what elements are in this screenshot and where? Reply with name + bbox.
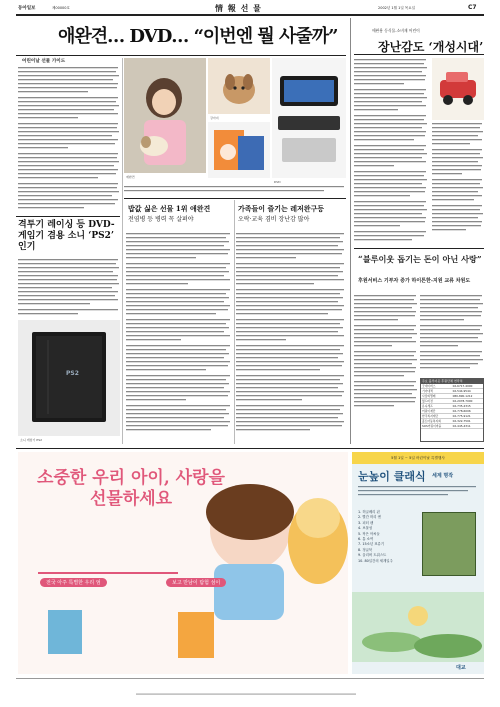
table-row bbox=[421, 424, 483, 429]
ad-right[interactable] bbox=[352, 452, 484, 674]
list-item: 8. 정글북 bbox=[358, 547, 373, 552]
main-kicker: 어린이날 선물 가이드 bbox=[22, 59, 66, 64]
org-name: 홀트아동복지회 bbox=[421, 419, 452, 424]
org-name: 유니세프 bbox=[421, 404, 452, 409]
org-phone: 02-322-7501 bbox=[452, 419, 483, 424]
text-lines bbox=[18, 66, 120, 214]
photo-caption-1: 애완견 bbox=[126, 175, 135, 179]
center-text-lines-2 bbox=[236, 232, 346, 442]
ps2-console-image bbox=[18, 320, 120, 436]
ad-right-subtitle: 세계 명작 bbox=[432, 473, 454, 479]
ad-right-scene-image bbox=[352, 592, 484, 662]
ad-top-rule bbox=[16, 448, 484, 449]
right-side-text bbox=[432, 122, 484, 244]
list-item: 3. 피터 팬 bbox=[358, 520, 374, 525]
page-number: C7 bbox=[468, 4, 477, 11]
center-headline-1: 밥값 싫은 선물 1위 애완견 bbox=[128, 204, 211, 213]
ps2-photo bbox=[18, 320, 120, 436]
org-name: 기아대책 bbox=[421, 389, 452, 394]
photo-dvd-product bbox=[208, 122, 270, 178]
org-phone: 02-2078-7000 bbox=[452, 399, 483, 404]
col-sep-2 bbox=[234, 200, 235, 444]
footer-strip bbox=[16, 682, 484, 687]
list-item: 9. 올리버 트위스트 bbox=[358, 553, 387, 558]
ad-right-banner: 5월 1일 ~ 5일 어린이날 특별행사 bbox=[352, 452, 484, 464]
org-phone: 02-445-4311 bbox=[452, 424, 483, 429]
ad-left-book-1 bbox=[48, 610, 82, 654]
headline-rule bbox=[16, 55, 346, 56]
org-name: 한국복지재단 bbox=[421, 414, 452, 419]
org-name: 사랑의열매 bbox=[421, 394, 452, 399]
ad-left-pill-2[interactable]: 보고 만남이 탐험 섬이 bbox=[166, 578, 226, 587]
ps2-headline: 격투기 레이싱 등 DVD-게임기 겸용 소니 ‘PS2’ 인기 bbox=[18, 220, 115, 252]
puppy-girl-image bbox=[124, 58, 206, 173]
ad-right-title: 눈높이 클래식 bbox=[358, 470, 426, 483]
quote-rule bbox=[354, 248, 484, 249]
org-phone: 02-544-9544 bbox=[452, 389, 483, 394]
center-rule bbox=[124, 198, 346, 199]
main-article-text bbox=[18, 66, 120, 214]
list-item: 7. 15소년 표류기 bbox=[358, 542, 385, 547]
list-item: 2. 빨간 머리 앤 bbox=[358, 515, 381, 520]
ad-right-brand: 대교 bbox=[456, 665, 466, 671]
right-kicker: 애완용 동식물-소비재 어린이 bbox=[372, 28, 420, 33]
toy-car-image bbox=[432, 58, 484, 120]
ad-left-book-2 bbox=[178, 612, 214, 658]
quote-sub-headline: 후원서비스 기부자 증가 하이튼한-지원 교류 차원도 bbox=[358, 278, 471, 284]
org-phone: 02-775-9121 bbox=[452, 414, 483, 419]
donation-table bbox=[421, 384, 483, 429]
org-name: SOS어린이마을 bbox=[421, 424, 452, 429]
right-headline-rule bbox=[354, 54, 484, 55]
col-sep-3 bbox=[350, 18, 351, 444]
main-headline: 애완견… DVD… “이번엔 뭘 사줄까” bbox=[58, 26, 338, 47]
toy-car-photo bbox=[432, 58, 484, 120]
ad-left-pill-1[interactable]: 전국 아주 특별한 우리 엄 bbox=[40, 578, 107, 587]
ps2-caption: 소니 게임기 PS2 bbox=[20, 438, 43, 442]
ad-left-headline: 소중한 우리 아이, 사랑을 선물하세요 bbox=[37, 468, 225, 509]
right-text-lines bbox=[354, 58, 428, 244]
right-article-text bbox=[354, 58, 428, 244]
photo-caption-3: DVD bbox=[274, 180, 281, 184]
org-phone: 080-890-1212 bbox=[452, 394, 483, 399]
ad-bottom-rule bbox=[16, 678, 484, 679]
footer-text-line bbox=[16, 692, 484, 697]
photo-captions-text bbox=[124, 185, 346, 197]
center-article-1 bbox=[126, 232, 232, 442]
ps2-text-lines bbox=[18, 258, 120, 318]
dvd-image bbox=[208, 122, 270, 178]
right-headline: 장난감도 ‘개성시대’ bbox=[378, 40, 484, 54]
quote-text-lines-2 bbox=[420, 294, 484, 374]
list-item: 5. 작은 아씨들 bbox=[358, 531, 380, 536]
ad-left[interactable] bbox=[18, 452, 348, 674]
quote-text-lines-1 bbox=[354, 294, 418, 412]
ps2-image-label: PS2 bbox=[66, 370, 79, 377]
quote-article-text-2 bbox=[420, 294, 484, 374]
photo-caption-2: 강아지 bbox=[210, 116, 219, 120]
col-sep-1 bbox=[122, 58, 123, 444]
header-rule bbox=[16, 14, 484, 16]
center-text-lines-1 bbox=[126, 232, 232, 442]
org-phone: 02-778-6006 bbox=[452, 409, 483, 414]
org-name: 월드비전 bbox=[421, 399, 452, 404]
list-item: 6. 톰 소여 bbox=[358, 537, 374, 542]
right-side-lines bbox=[432, 122, 484, 244]
center-sub-2: 오락·교육 겸비 장난감 많아 bbox=[238, 216, 310, 223]
paper-name: 동아일보 bbox=[18, 6, 36, 11]
list-item: 4. 보물섬 bbox=[358, 526, 373, 531]
issue-date: 2002년 1월 1일 목요일 bbox=[378, 6, 415, 10]
org-name: 굿네이버스 bbox=[421, 384, 452, 389]
section-title: 情 報 선 물 bbox=[215, 3, 262, 13]
org-phone: 02-6717-4000 bbox=[452, 384, 483, 389]
quote-headline: “블루이웃 돕기는 돈이 아닌 사랑” bbox=[358, 254, 482, 264]
ps2-rule bbox=[16, 216, 120, 217]
center-sub-1: 전염병 등 병력 꼭 살펴야 bbox=[128, 216, 194, 223]
ps2-article-text bbox=[18, 258, 120, 318]
photo-puppy-small bbox=[208, 58, 270, 114]
photo-puppy-girl bbox=[124, 58, 206, 173]
ad-right-book bbox=[422, 512, 476, 576]
photo-dvd-player bbox=[272, 58, 346, 178]
ad-right-list bbox=[358, 510, 420, 564]
org-name: 어린이재단 bbox=[421, 409, 452, 414]
ad-right-scene bbox=[352, 592, 484, 662]
center-article-2 bbox=[236, 232, 346, 442]
caption-lines bbox=[124, 185, 346, 197]
puppy-image bbox=[208, 58, 270, 114]
ad-right-list-items bbox=[358, 510, 420, 564]
ad-right-copy bbox=[358, 484, 478, 498]
issue-number: 제00000호 bbox=[52, 6, 70, 10]
dvd-player-image bbox=[272, 58, 346, 178]
ad-right-copy-lines bbox=[358, 484, 478, 498]
list-item: 10. 80일간의 세계일주 bbox=[358, 558, 393, 563]
donation-table-title: 주요 블루이웃 후원단체 연락처 bbox=[421, 379, 483, 384]
org-phone: 02-735-2315 bbox=[452, 404, 483, 409]
quote-article-text bbox=[354, 294, 418, 412]
donation-table-box bbox=[420, 378, 484, 442]
center-headline-2: 가족들이 즐기는 레저완구등 bbox=[238, 204, 325, 213]
list-item: 1. 허클베리 핀 bbox=[358, 510, 380, 514]
